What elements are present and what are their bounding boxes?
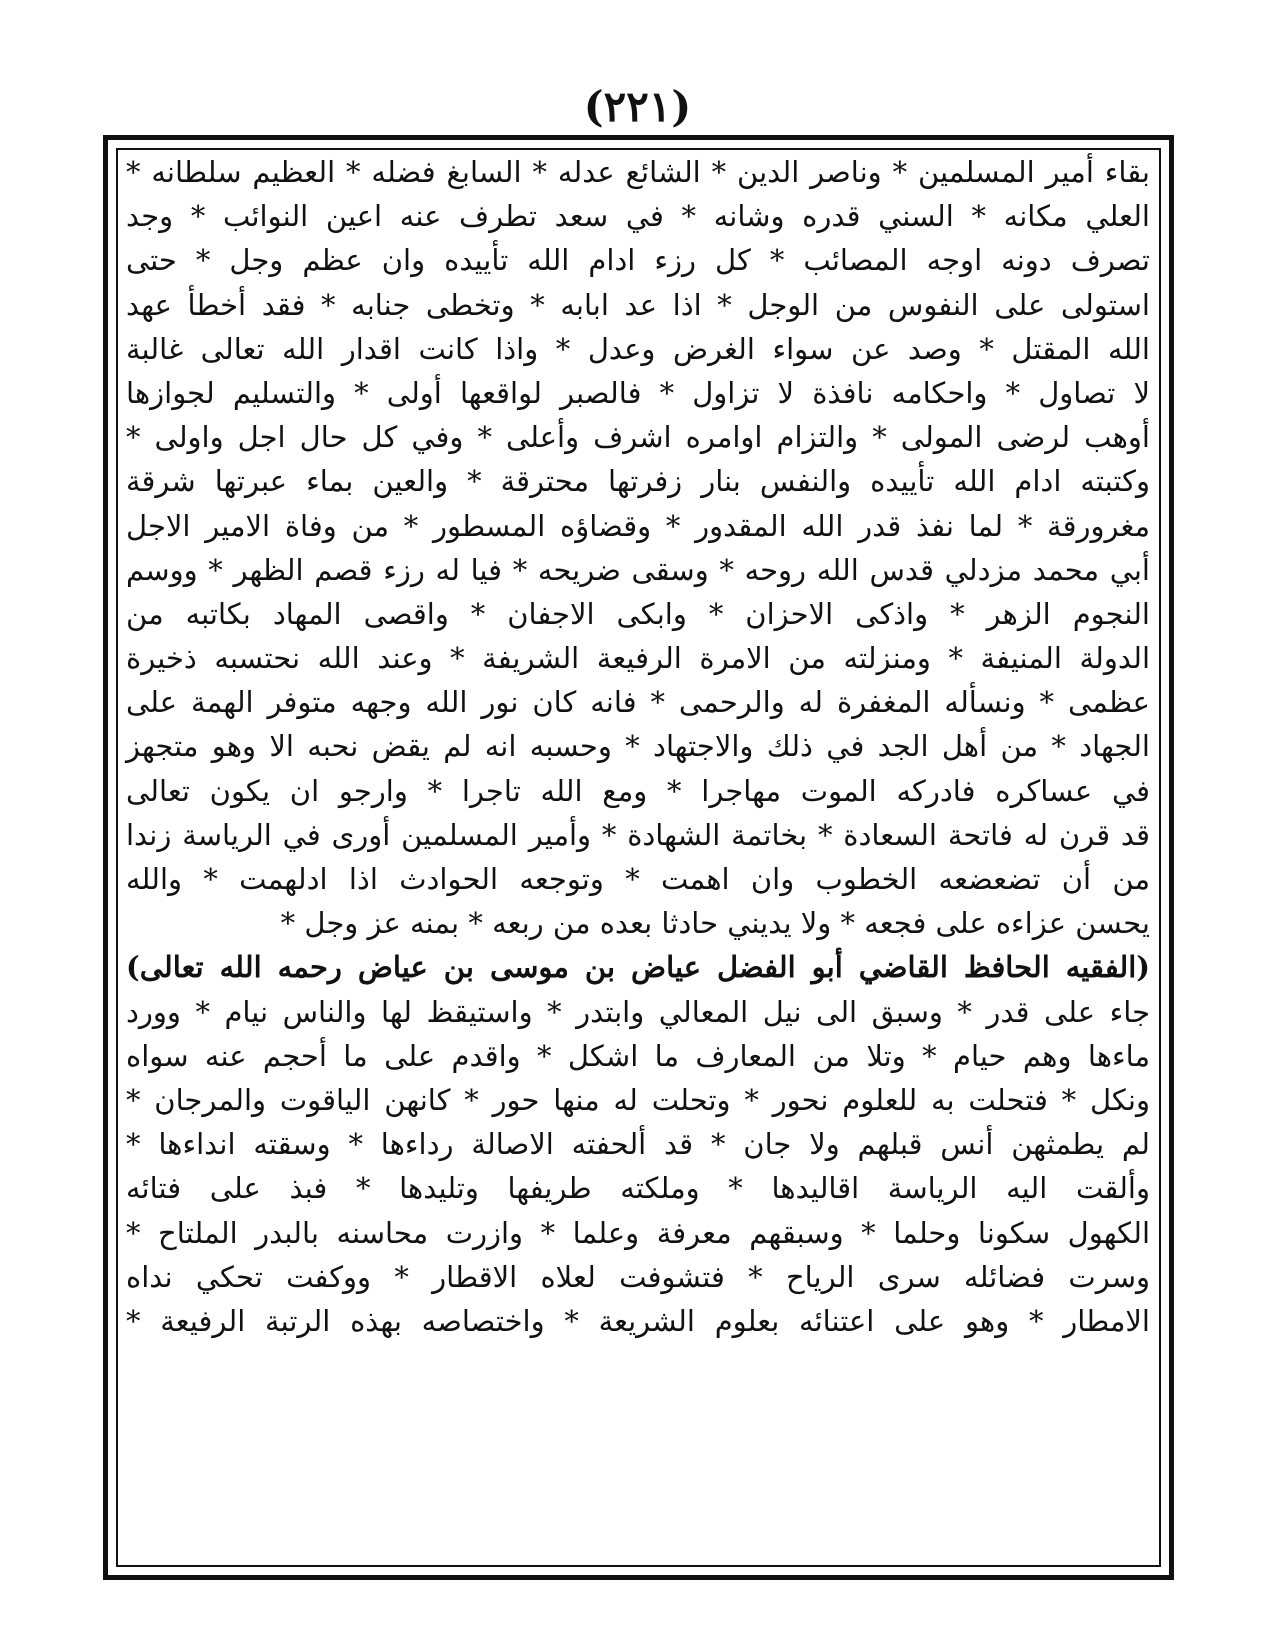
text-line: أبي محمد مزدلي قدس الله روحه * وسقى ضريحه * فيا له رزء قصم الظهر * ووسم [126, 552, 1150, 587]
text-line: الامطار * وهو على اعتنائه بعلوم الشريعة * واختصاصه بهذه الرتبة الرفيعة * [126, 1303, 1150, 1338]
text-line: النجوم الزهر * واذكى الاحزان * وابكى الاجفان * واقصى المهاد بكاتبه من [126, 596, 1150, 631]
text-line: الله المقتل * وصد عن سواء الغرض وعدل * واذا كانت اقدار الله تعالى غالبة [126, 331, 1150, 366]
text-line: من أن تضعضعه الخطوب وان اهمت * وتوجعه الحوادث اذا ادلهمت * والله [126, 862, 1150, 896]
text-line: الكهول سكونا وحلما * وسبقهم معرفة وعلما * وازرت محاسنه بالبدر الملتاح * [126, 1215, 1150, 1250]
text-line: العلي مكانه * السني قدره وشانه * في سعد تطرف عنه اعين النوائب * وجد [126, 199, 1150, 234]
text-line: تصرف دونه اوجه المصائب * كل رزء ادام الله تأييده وان عظم وجل * حتى [126, 243, 1150, 278]
text-line: قد قرن له فاتحة السعادة * بخاتمة الشهادة * وأمير المسلمين أورى في الرياسة زندا [126, 817, 1150, 852]
page-number: (٢٢١) [583, 82, 692, 131]
section-heading: (الفقيه الحافظ القاضي أبو الفضل عياض بن موسى بن عياض رحمه الله تعالى) [126, 950, 1150, 985]
text-line: بقاء أمير المسلمين * وناصر الدين * الشائع عدله * السابغ فضله * العظيم سلطانه * [126, 155, 1150, 189]
text-line: الجهاد * من أهل الجد في ذلك والاجتهاد * وحسبه انه لم يقض نحبه الا وهو متجهز [126, 729, 1150, 764]
text-line: ماءها وهم حيام * وتلا من المعارف ما اشكل * واقدم على ما أحجم عنه سواه [126, 1038, 1150, 1073]
text-line: لا تصاول * واحكامه نافذة لا تزاول * فالصبر لواقعها أولى * والتسليم لجوازها [126, 375, 1150, 410]
text-line: عظمى * ونسأله المغفرة له والرحمى * فانه كان نور الله وجهه متوفر الهمة على [126, 685, 1150, 720]
text-line: أوهب لرضى المولى * والتزام اوامره اشرف وأعلى * وفي كل حال اجل واولى * [126, 420, 1150, 455]
text-line: لم يطمثهن أنس قبلهم ولا جان * قد ألحفته الاصالة رداءها * وسقته انداءها * [126, 1127, 1150, 1162]
text-line: جاء على قدر * وسبق الى نيل المعالي وابتدر * واستيقظ لها والناس نيام * وورد [126, 994, 1150, 1029]
text-line: في عساكره فادركه الموت مهاجرا * ومع الله تاجرا * وارجو ان يكون تعالى [126, 773, 1150, 808]
text-line: استولى على النفوس من الوجل * اذا عد ابابه * وتخطى جنابه * فقد أخطأ عهد [126, 287, 1150, 322]
text-line: وسرت فضائله سرى الرياح * فتشوفت لعلاه الاقطار * ووكفت تحكي نداه [126, 1259, 1150, 1294]
text-line: وألقت اليه الرياسة اقاليدها * وملكته طريفها وتليدها * فبذ على فتائه [126, 1171, 1150, 1206]
text-line: ونكل * فتحلت به للعلوم نحور * وتحلت له منها حور * كانهن الياقوت والمرجان * [126, 1082, 1150, 1117]
text-line: وكتبته ادام الله تأييده والنفس بنار زفرتها محترقة * والعين بماء عبرتها شرقة [126, 464, 1150, 499]
text-line: الدولة المنيفة * ومنزلته من الامرة الرفيعة الشريفة * وعند الله نحتسبه ذخيرة [126, 641, 1150, 676]
text-line: يحسن عزاءه على فجعه * ولا يديني حادثا بعده من ربعه * بمنه عز وجل * [280, 906, 1150, 941]
text-line: مغرورقة * لما نفذ قدر الله المقدور * وقضاؤه المسطور * من وفاة الامير الاجل [126, 508, 1150, 543]
text-body [120, 150, 1156, 1560]
